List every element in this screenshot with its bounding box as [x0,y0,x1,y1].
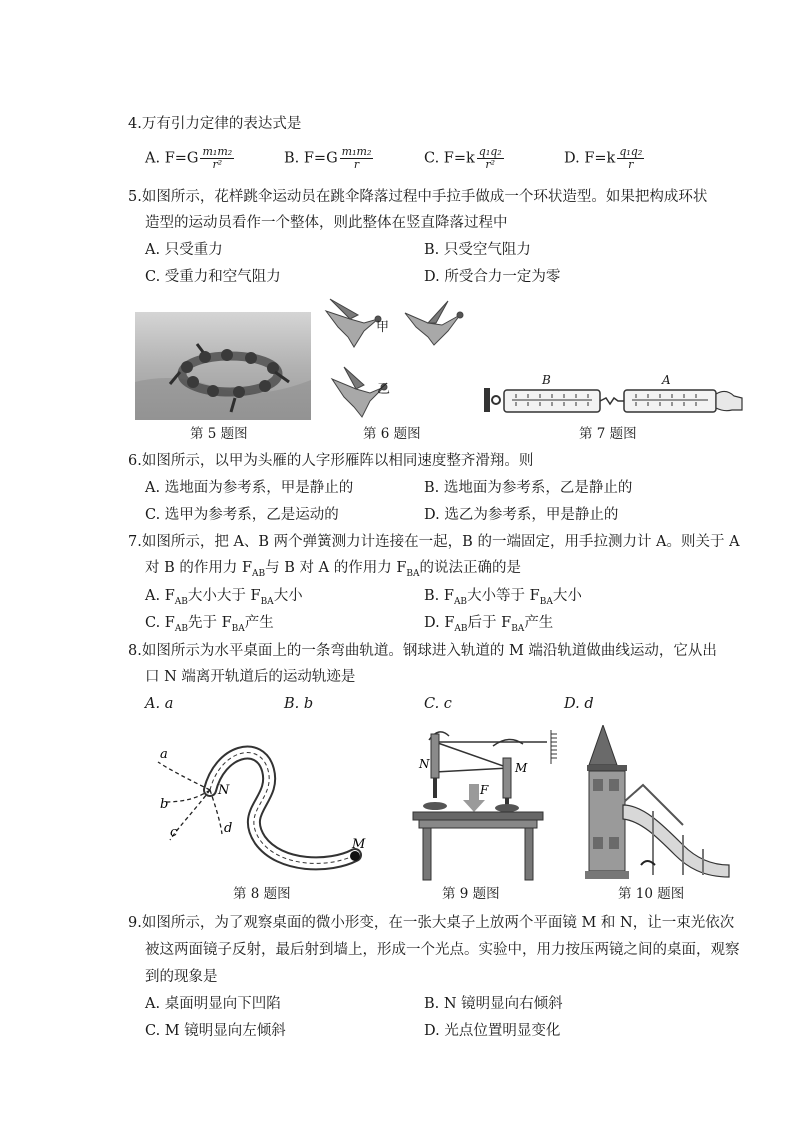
q4-option-a-fraction [200,146,234,171]
q9-option-c: C. M 镜明显向左倾斜 [145,1023,286,1039]
fig8-caption: 第 8 题图 [233,886,291,902]
q8-stem-line1: 8.如图所示为水平桌面上的一条弯曲轨道。钢球进入轨道的 M 端沿轨道做曲线运动，它从出 [128,643,717,659]
fig9-label-m: M [515,761,528,775]
fig8-label-b: b [160,797,169,812]
q9-stem-line2: 被这两面镜子反射，最后射到墙上，形成一个光点。实验中，用力按压两镜之间的桌面，观察 [145,942,740,958]
fig10-caption: 第 10 题图 [618,886,685,902]
q9-option-b: B. N 镜明显向右倾斜 [424,996,563,1012]
q4-option-c-num: q₁q₂ [478,145,502,158]
q7-c-sub2: BA [231,623,245,634]
q9-option-d: D. 光点位置明显变化 [424,1023,561,1039]
q5-option-b: B. 只受空气阻力 [424,242,531,258]
q4-option-a [145,146,236,171]
q7-a-p2: 大小大于 F [187,588,261,604]
fig6-label-jia: 甲 [376,320,390,335]
q7-stem-part2: 与 B 对 A 的作用力 F [265,560,407,576]
fig8-label-c: c [170,825,178,840]
q5-option-a: A. 只受重力 [145,242,223,258]
q4-option-a-num: m₁m₂ [202,145,233,158]
q4-option-d-den: r [628,158,634,171]
q4-option-b-den: r [353,158,360,171]
q7-stem-line1: 7.如图所示，把 A、B 两个弹簧测力计连接在一起，B 的一端固定，用手拉测力计 A。则关于 A [128,534,740,550]
q4-option-a-label: A. F=G [145,150,199,167]
hand-icon [716,391,742,410]
q7-a-p3: 大小 [273,588,303,604]
fig6-caption: 第 6 题图 [363,426,421,442]
q4-option-d-fraction [617,146,644,171]
goose-jia [326,299,381,347]
q5-stem-line1: 5.如图所示，花样跳伞运动员在跳伞降落过程中手拉手做成一个环状造型。如果把构成环状 [128,189,708,205]
q7-option-c [145,613,274,639]
fig7-label-b: B [542,373,551,387]
q7-c-sub1: AB [174,623,188,634]
steel-ball [350,851,360,861]
q5-stem-line2: 造型的运动员看作一个整体，则此整体在竖直降落过程中 [145,215,508,231]
q6-stem: 6.如图所示，以甲为头雁的人字形雁阵以相同速度整齐滑翔。则 [128,453,534,469]
q4-option-b-num: m₁m₂ [341,145,372,158]
q7-c-p3: 产生 [244,615,274,631]
q9-stem-line3: 到的现象是 [145,969,218,985]
q6-option-a: A. 选地面为参考系，甲是静止的 [145,480,354,496]
trajectory-b [164,790,210,802]
q7-option-d [424,613,553,639]
q6-option-b: B. 选地面为参考系，乙是静止的 [424,480,633,496]
fig8-label-n: N [218,783,230,798]
q4-option-a-den: r² [212,158,223,171]
q7-b-p1: B. F [424,588,454,604]
q9-option-a: A. 桌面明显向下凹陷 [145,996,281,1012]
q7-a-sub1: AB [174,596,188,607]
fig8-label-d: d [224,821,233,836]
q8-option-c: C. c [424,696,452,712]
fig7-spring-scales [480,370,744,420]
trajectory-a [158,762,210,790]
q4-option-d-label: D. F=k [564,150,616,167]
q7-option-a [145,586,303,612]
fig9-caption: 第 9 题图 [442,886,500,902]
light-beam-2 [435,742,509,768]
q4-option-b-fraction [340,146,374,171]
q7-option-b [424,586,582,612]
q4-option-d-num: q₁q₂ [619,145,643,158]
q7-b-sub2: BA [539,596,553,607]
q7-d-sub1: AB [454,623,468,634]
fig9-mirror-setup [405,728,565,882]
q4-option-c-den: r² [485,158,496,171]
q8-stem-line2: 口 N 端离开轨道后的运动轨迹是 [145,669,356,685]
q4-option-c-label: C. F=k [424,150,475,167]
q7-d-p2: 后于 F [467,615,512,631]
slide [623,805,729,877]
light-beam-3 [435,768,509,772]
fig6-geese-formation [320,297,470,422]
q7-b-p2: 大小等于 F [467,588,540,604]
fig5-skydivers-photo [135,312,311,420]
table-top [413,812,543,820]
q4-option-b-label: B. F=G [284,150,338,167]
q4-option-d [564,146,646,171]
q7-sub-ab: AB [252,568,266,579]
q7-b-p3: 大小 [552,588,582,604]
q7-c-p1: C. F [145,615,175,631]
q5-option-d: D. 所受合力一定为零 [424,269,561,285]
q8-option-b: B. b [284,696,314,712]
q6-option-c: C. 选甲为参考系，乙是运动的 [145,507,339,523]
q8-option-a: A. a [145,696,174,712]
fig8-label-m: M [352,837,366,852]
fig7-caption: 第 7 题图 [579,426,637,442]
mirror-m [503,758,511,798]
goose-lead [405,301,463,345]
fig9-label-f: F [480,783,489,797]
q7-a-sub2: BA [260,596,274,607]
q7-a-p1: A. F [145,588,175,604]
q4-option-c [424,146,506,171]
q6-option-d: D. 选乙为参考系，甲是静止的 [424,507,619,523]
fig10-playground-slide [583,725,733,883]
q7-sub-ba: BA [406,568,420,579]
q7-stem-part1: 对 B 的作用力 F [145,560,253,576]
q4-stem: 4.万有引力定律的表达式是 [128,116,302,132]
q4-option-c-fraction [477,146,504,171]
q7-stem-line2 [145,558,521,584]
q7-d-p3: 产生 [524,615,554,631]
q7-c-p2: 先于 F [187,615,232,631]
q8-option-d: D. d [564,696,594,712]
mirror-n [431,734,439,778]
q7-b-sub1: AB [453,596,468,607]
fig9-label-n: N [419,757,430,771]
q7-stem-part3: 的说法正确的是 [419,560,522,576]
fig8-curved-track [150,740,380,882]
fig7-label-a: A [662,373,671,387]
q5-option-c: C. 受重力和空气阻力 [145,269,281,285]
q7-d-p1: D. F [424,615,455,631]
q7-d-sub2: BA [511,623,525,634]
fig6-label-yi: 乙 [377,382,391,397]
q4-option-b [284,146,375,171]
fig5-caption: 第 5 题图 [190,426,248,442]
fig8-label-a: a [160,747,168,762]
q9-stem-line1: 9.如图所示，为了观察桌面的微小形变，在一张大桌子上放两个平面镜 M 和 N，让一束光依次 [128,915,735,931]
